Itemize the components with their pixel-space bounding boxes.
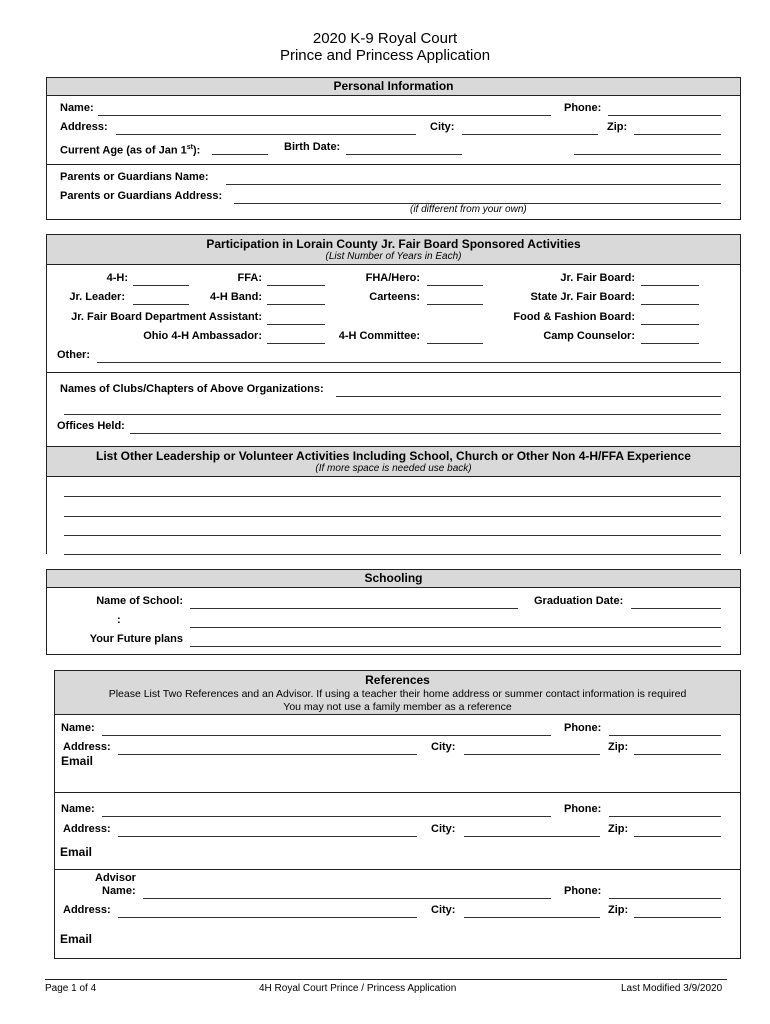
state-jr-fair-board-field[interactable] — [641, 304, 699, 305]
jr-leader-label: Jr. Leader: — [69, 291, 125, 303]
leadership-line-3[interactable] — [64, 535, 721, 536]
h4-label: 4-H: — [106, 272, 128, 284]
ref2-phone-label: Phone: — [564, 803, 602, 815]
references-no-family: You may not use a family member as a reference — [283, 701, 512, 713]
leadership-line-1[interactable] — [64, 496, 721, 497]
advisor-name-field[interactable] — [143, 898, 551, 899]
committee-label: 4-H Committee: — [338, 330, 420, 342]
address-label: Address: — [60, 121, 108, 133]
footer-page-number: Page 1 of 4 — [45, 983, 97, 994]
footer-modified: Last Modified 3/9/2020 — [621, 983, 723, 994]
advisor-city-label: City: — [431, 904, 456, 916]
camp-counselor-field[interactable] — [641, 343, 699, 344]
age-label: Current Age (as of Jan 1st): — [60, 144, 201, 157]
extra-field[interactable] — [574, 154, 721, 155]
ref2-zip-label: Zip: — [608, 823, 629, 835]
name-field[interactable] — [98, 115, 551, 116]
offices-field[interactable] — [130, 433, 721, 434]
divider — [55, 869, 740, 870]
advisor-label: Advisor — [95, 872, 136, 884]
h4-field[interactable] — [133, 285, 189, 286]
divider — [55, 792, 740, 793]
parents-name-field[interactable] — [226, 184, 721, 185]
ref1-name-label: Name: — [61, 722, 95, 734]
ref1-phone-label: Phone: — [564, 722, 602, 734]
ref2-address-field[interactable] — [118, 836, 417, 837]
zip-field[interactable] — [634, 134, 721, 135]
graduation-label: Graduation Date: — [534, 595, 624, 607]
advisor-phone-label: Phone: — [564, 885, 602, 897]
offices-label: Offices Held: — [57, 420, 125, 432]
references-heading: References — [365, 673, 430, 687]
birth-date-label: Birth Date: — [284, 141, 341, 153]
leadership-heading: List Other Leadership or Volunteer Activities Including School, Church or Other Non 4-H/FFA Experience — [96, 449, 691, 463]
age-field[interactable] — [212, 154, 268, 155]
ref2-city-field[interactable] — [464, 836, 600, 837]
if-different-note: (if different from your own) — [410, 204, 527, 215]
divider — [47, 164, 740, 165]
parents-address-label: Parents or Guardians Address: — [60, 190, 223, 202]
ref1-city-field[interactable] — [464, 754, 600, 755]
page-title: 2020 K-9 Royal Court — [312, 30, 458, 47]
other-field[interactable] — [97, 362, 721, 363]
advisor-address-label: Address: — [63, 904, 111, 916]
future-plans-label: Your Future plans — [89, 633, 183, 645]
leadership-line-2[interactable] — [64, 516, 721, 517]
footer-rule — [45, 979, 727, 980]
address-field[interactable] — [116, 134, 416, 135]
advisor-phone-field[interactable] — [609, 898, 721, 899]
ref1-zip-label: Zip: — [608, 741, 629, 753]
ref1-zip-field[interactable] — [634, 754, 721, 755]
jr-leader-field[interactable] — [133, 304, 189, 305]
graduation-field[interactable] — [631, 608, 721, 609]
fha-field[interactable] — [427, 285, 483, 286]
phone-field[interactable] — [608, 115, 721, 116]
page-subtitle: Prince and Princess Application — [279, 47, 491, 64]
advisor-email-label: Email — [60, 932, 93, 946]
ref2-city-label: City: — [431, 823, 456, 835]
ref2-name-field[interactable] — [102, 816, 551, 817]
ref2-name-label: Name: — [61, 803, 95, 815]
participation-subheading: (List Number of Years in Each) — [325, 251, 462, 262]
ref1-phone-field[interactable] — [609, 735, 721, 736]
leadership-note: (If more space is needed use back) — [315, 463, 472, 474]
ref2-phone-field[interactable] — [609, 816, 721, 817]
h4-band-field[interactable] — [267, 304, 325, 305]
camp-counselor-label: Camp Counselor: — [543, 330, 635, 342]
advisor-zip-field[interactable] — [634, 917, 721, 918]
divider — [47, 372, 740, 373]
ref1-email-label: Email — [61, 754, 94, 768]
ref2-email-label: Email — [60, 845, 93, 859]
ref1-address-field[interactable] — [118, 754, 417, 755]
ambassador-label: Ohio 4-H Ambassador: — [143, 330, 262, 342]
jr-fair-board-label: Jr. Fair Board: — [560, 272, 635, 284]
birth-date-field[interactable] — [346, 154, 462, 155]
advisor-city-field[interactable] — [464, 917, 600, 918]
references-instructions: Please List Two References and an Advisor. If using a teacher their home address or summer contact information is required — [108, 688, 687, 700]
ref2-zip-field[interactable] — [634, 836, 721, 837]
participation-heading-block — [47, 235, 740, 265]
schooling-heading: Schooling — [47, 570, 740, 588]
committee-field[interactable] — [427, 343, 483, 344]
leadership-line-4[interactable] — [64, 554, 721, 555]
leadership-heading-block — [47, 446, 740, 477]
footer-title: 4H Royal Court Prince / Princess Application — [259, 983, 457, 994]
ref1-city-label: City: — [431, 741, 456, 753]
clubs-label: Names of Clubs/Chapters of Above Organizations: — [60, 383, 324, 395]
colon-label: : — [117, 614, 121, 626]
h4-band-label: 4-H Band: — [210, 291, 262, 303]
food-fashion-label: Food & Fashion Board: — [513, 311, 635, 323]
participation-heading: Participation in Lorain County Jr. Fair Board Sponsored Activities — [206, 237, 581, 251]
ffa-label: FFA: — [237, 272, 262, 284]
ref2-address-label: Address: — [63, 823, 111, 835]
carteens-label: Carteens: — [369, 291, 420, 303]
zip-label: Zip: — [607, 121, 628, 133]
other-label: Other: — [57, 349, 90, 361]
state-jr-fair-board-label: State Jr. Fair Board: — [530, 291, 635, 303]
school-name-field[interactable] — [190, 608, 518, 609]
ambassador-field[interactable] — [267, 343, 325, 344]
city-field[interactable] — [462, 134, 598, 135]
name-label: Name: — [60, 102, 94, 114]
future-plans-field[interactable] — [190, 646, 721, 647]
school-name-label: Name of School: — [96, 595, 183, 607]
personal-heading: Personal Information — [47, 78, 740, 96]
future-plans-line-1[interactable] — [190, 627, 721, 628]
phone-label: Phone: — [564, 102, 602, 114]
ffa-field[interactable] — [267, 285, 325, 286]
food-fashion-field[interactable] — [641, 324, 699, 325]
ref1-name-field[interactable] — [102, 735, 551, 736]
carteens-field[interactable] — [427, 304, 483, 305]
advisor-zip-label: Zip: — [608, 904, 629, 916]
city-label: City: — [430, 121, 455, 133]
advisor-address-field[interactable] — [118, 917, 417, 918]
advisor-name-label: Name: — [102, 885, 136, 897]
clubs-field-2[interactable] — [64, 414, 721, 415]
ref1-address-label: Address: — [63, 741, 111, 753]
parents-name-label: Parents or Guardians Name: — [60, 171, 209, 183]
clubs-field[interactable] — [336, 396, 721, 397]
dept-assistant-label: Jr. Fair Board Department Assistant: — [71, 311, 262, 323]
jr-fair-board-field[interactable] — [641, 285, 699, 286]
fha-label: FHA/Hero: — [365, 272, 420, 284]
dept-assistant-field[interactable] — [267, 324, 325, 325]
